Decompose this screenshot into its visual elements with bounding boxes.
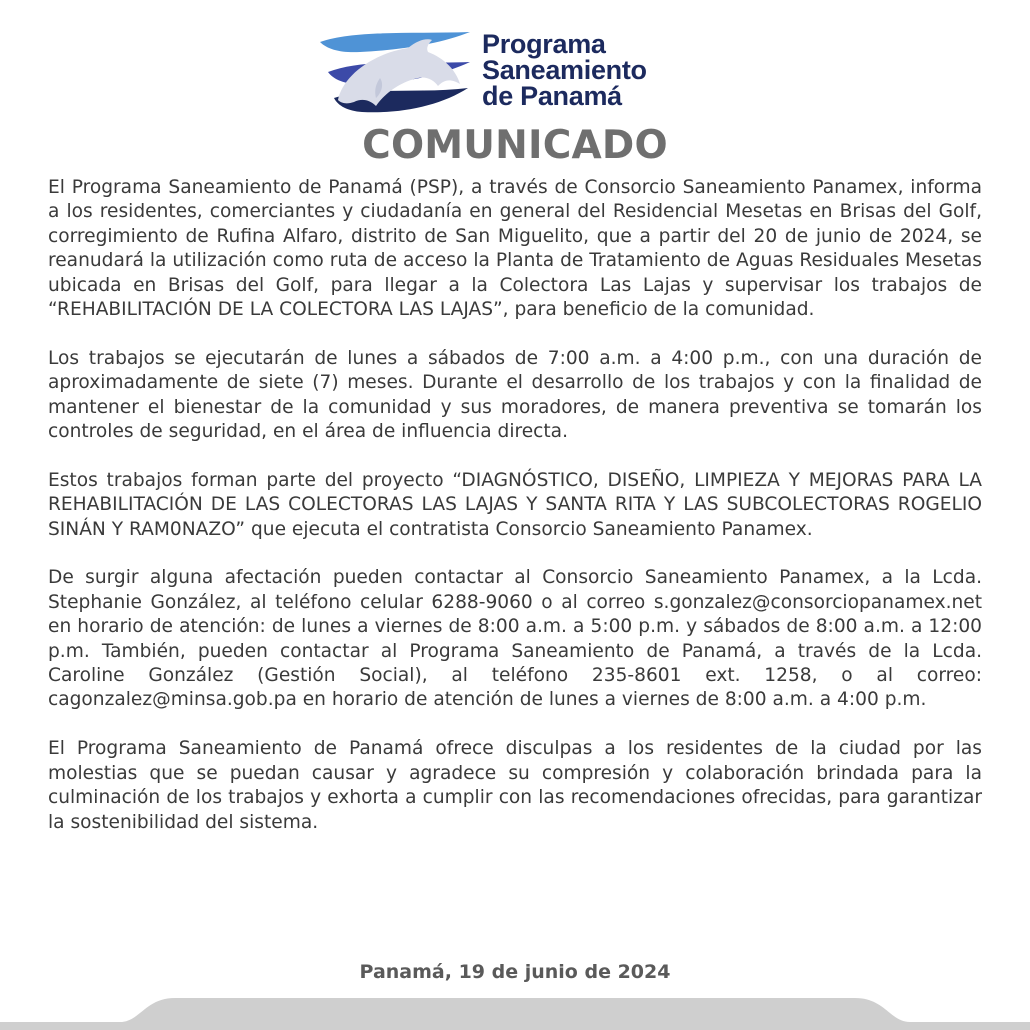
logo-line-2: Saneamiento	[482, 55, 647, 85]
program-logo	[320, 28, 720, 118]
dolphin-waves-icon	[320, 28, 480, 118]
page-title: COMUNICADO	[362, 123, 668, 168]
logo-line-1: Programa	[482, 29, 606, 59]
paragraph-2: Los trabajos se ejecutarán de lunes a sábados de 7:00 a.m. a 4:00 p.m., con una duración de aproximadamente de siete (7) meses. Durante el desarrollo de los trabajos y con la finalidad de mantener el bienestar de la comunidad y sus moradores, de manera preventiva se tomarán los controles de seguridad, en el área de influencia directa.	[48, 347, 982, 443]
issue-date: Panamá, 19 de junio de 2024	[359, 961, 671, 983]
paragraph-3: Estos trabajos forman parte del proyecto “DIAGNÓSTICO, DISEÑO, LIMPIEZA Y MEJORAS PARA LA REHABILITACIÓN DE LAS COLECTORAS LAS LAJAS Y SANTA RITA Y LAS SUBCOLECTORAS ROGELIO SINÁN Y RAM0NAZO” que ejecuta el contratista Consorcio Saneamiento Panamex.	[48, 469, 982, 540]
logo-line-3: de Panamá	[482, 81, 622, 111]
paragraph-5: El Programa Saneamiento de Panamá ofrece disculpas a los residentes de la ciudad por las molestias que se puedan causar y agradece su compresión y colaboración brindada para la culminación de los trabajos y exhorta a cumplir con las recomendaciones ofrecidas, para garantizar la sostenibilidad del sistema.	[48, 738, 982, 833]
announcement-body	[48, 176, 982, 859]
paragraph-4: De surgir alguna afectación pueden contactar al Consorcio Saneamiento Panamex, a la Lcda. Stephanie González, al teléfono celular 6288-9060 o al correo s.gonzalez@consorciopanamex.net en horario de atención: de lunes a viernes de 8:00 a.m. a 5:00 p.m. y sábados de 8:00 a.m. a 12:00 p.m. También, pueden contactar al Programa Saneamiento de Panamá, a través de la Lcda. Caroline González (Gestión Social), al teléfono 235-8601 ext. 1258, o al correo: cagonzalez@minsa.gob.pa en horario de atención de lunes a viernes de 8:00 a.m. a 4:00 p.m.	[48, 567, 982, 711]
bottom-decorative-band	[0, 994, 1030, 1030]
paragraph-1: El Programa Saneamiento de Panamá (PSP), a través de Consorcio Saneamiento Panamex, informa a los residentes, comerciantes y ciudadanía en general del Residencial Mesetas en Brisas del Golf, corregimiento de Rufina Alfaro, distrito de San Miguelito, que a partir del 20 de junio de 2024, se reanudará la utilización como ruta de acceso la Planta de Tratamiento de Aguas Residuales Mesetas ubicada en Brisas del Golf, para llegar a la Colectora Las Lajas y supervisar los trabajos de “REHABILITACIÓN DE LA COLECTORA LAS LAJAS”, para beneficio de la comunidad.	[48, 177, 982, 321]
logo-wordmark	[482, 31, 647, 109]
